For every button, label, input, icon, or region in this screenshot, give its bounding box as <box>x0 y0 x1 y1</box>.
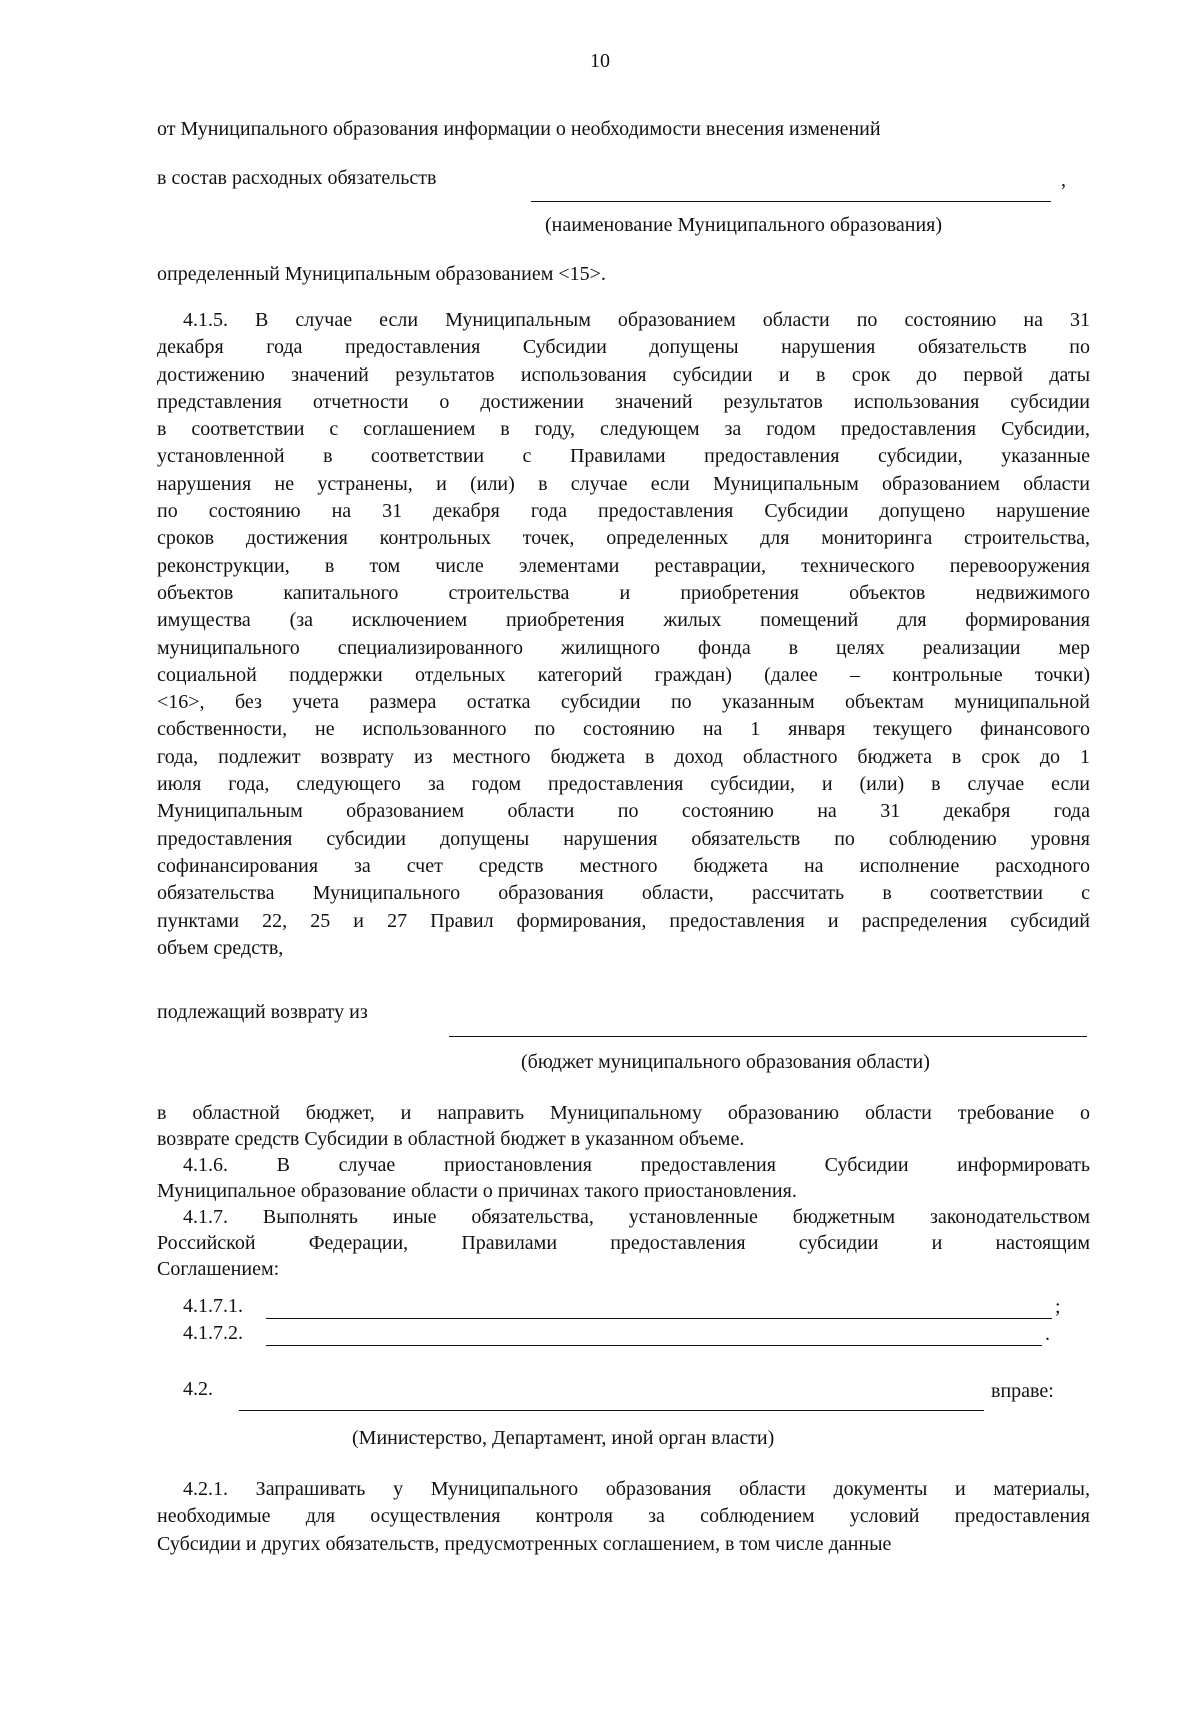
paragraphs-4-1-6-4-1-7 <box>157 1100 1090 1282</box>
item-4-2-number: 4.2. <box>183 1378 213 1400</box>
p415-line: установленной в соответствии с Правилами предоставления субсидии, указанные <box>157 445 1090 468</box>
p415-line: имущества (за исключением приобретения жилых помещений для формирования <box>157 609 1090 632</box>
intro-line-1: от Муниципального образования информации о необходимости внесения изменений <box>157 118 881 140</box>
p415-line: реконструкции, в том числе элементами реставрации, технического перевооружения <box>157 554 1090 577</box>
after-line: Российской Федерации, Правилами предоставления субсидии и настоящим <box>157 1232 1090 1254</box>
p415-line: <16>, без учета размера остатка субсидии по указанным объектам муниципальной <box>157 691 1090 714</box>
after-line: в областной бюджет, и направить Муниципальному образованию области требование о <box>157 1102 1090 1124</box>
p415-line: Муниципальным образованием области по состоянию на 31 декабря года <box>157 800 1090 823</box>
intro-line-2: в состав расходных обязательств <box>157 167 437 189</box>
after-line: Соглашением: <box>157 1258 280 1280</box>
p421-line: необходимые для осуществления контроля за соблюдением условий предоставления <box>157 1505 1090 1528</box>
municipality-name-caption: (наименование Муниципального образования) <box>545 214 943 236</box>
p415-line: по состоянию на 31 декабря года предоставления Субсидии допущено нарушение <box>157 500 1090 523</box>
item-4-2-end: вправе: <box>991 1380 1054 1402</box>
item-4-1-7-1-end: ; <box>1055 1296 1061 1318</box>
intro-line-3: определенный Муниципальным образованием <15>. <box>157 263 606 285</box>
after-line: 4.1.6. В случае приостановления предоставления Субсидии информировать <box>183 1154 1090 1176</box>
municipal-budget-caption: (бюджет муниципального образования области) <box>521 1051 930 1073</box>
after-line: Муниципальное образование области о причинах такого приостановления. <box>157 1180 797 1202</box>
p415-line: июля года, следующего за годом предоставления субсидии, и (или) в случае если <box>157 773 1090 796</box>
p415-line: предоставления субсидии допущены нарушения обязательств по соблюдению уровня <box>157 827 1090 850</box>
item-4-1-7-2-end: . <box>1045 1323 1050 1345</box>
p415-line: социальной поддержки отдельных категорий граждан) (далее – контрольные точки) <box>157 663 1090 686</box>
municipal-budget-blank <box>449 1036 1087 1037</box>
intro-line-2-comma: , <box>1061 169 1066 191</box>
item-4-1-7-1-blank <box>266 1318 1052 1319</box>
authority-caption: (Министерство, Департамент, иной орган власти) <box>352 1427 775 1449</box>
p415-line: декабря года предоставления Субсидии допущены нарушения обязательств по <box>157 336 1090 359</box>
p415-line: обязательства Муниципального образования области, рассчитать в соответствии с <box>157 882 1090 905</box>
p415-line: пунктами 22, 25 и 27 Правил формирования, предоставления и распределения субсидий <box>157 909 1090 932</box>
p415-line: достижению значений результатов использования субсидии и в срок до первой даты <box>157 363 1090 386</box>
item-4-1-7-2-number: 4.1.7.2. <box>183 1322 243 1344</box>
p415-line: сроков достижения контрольных точек, определенных для мониторинга строительства, <box>157 527 1090 550</box>
p415-line: в соответствии с соглашением в году, следующем за годом предоставления Субсидии, <box>157 418 1090 441</box>
p421-line: Субсидии и других обязательств, предусмотренных соглашением, в том числе данные <box>157 1532 892 1555</box>
p415-line: муниципального специализированного жилищного фонда в целях реализации мер <box>157 636 1090 659</box>
item-4-1-7-1-number: 4.1.7.1. <box>183 1295 243 1317</box>
after-line: 4.1.7. Выполнять иные обязательства, установленные бюджетным законодательством <box>183 1206 1090 1228</box>
p415-line: нарушения не устранены, и (или) в случае если Муниципальным образованием области <box>157 472 1090 495</box>
p415-line: 4.1.5. В случае если Муниципальным образованием области по состоянию на 31 <box>183 309 1090 331</box>
return-from-label: подлежащий возврату из <box>157 1001 368 1023</box>
p415-line: объектов капитального строительства и приобретения объектов недвижимого <box>157 581 1090 604</box>
item-4-1-7-2-blank <box>266 1345 1042 1346</box>
p415-line: собственности, не использованного по состоянию на 1 января текущего финансового <box>157 718 1090 741</box>
p421-line: 4.2.1. Запрашивать у Муниципального образования области документы и материалы, <box>183 1478 1090 1500</box>
municipality-name-blank <box>531 201 1051 202</box>
p415-line: объем средств, <box>157 936 284 959</box>
authority-blank <box>239 1410 984 1411</box>
p415-line: года, подлежит возврату из местного бюджета в доход областного бюджета в срок до 1 <box>157 745 1090 768</box>
p415-line: софинансирования за счет средств местного бюджета на исполнение расходного <box>157 854 1090 877</box>
page-number: 10 <box>590 50 610 72</box>
p415-line: представления отчетности о достижении значений результатов использования субсидии <box>157 390 1090 413</box>
paragraph-4-1-5 <box>157 307 1090 962</box>
paragraph-4-2-1 <box>157 1476 1090 1558</box>
after-line: возврате средств Субсидии в областной бюджет в указанном объеме. <box>157 1128 745 1150</box>
